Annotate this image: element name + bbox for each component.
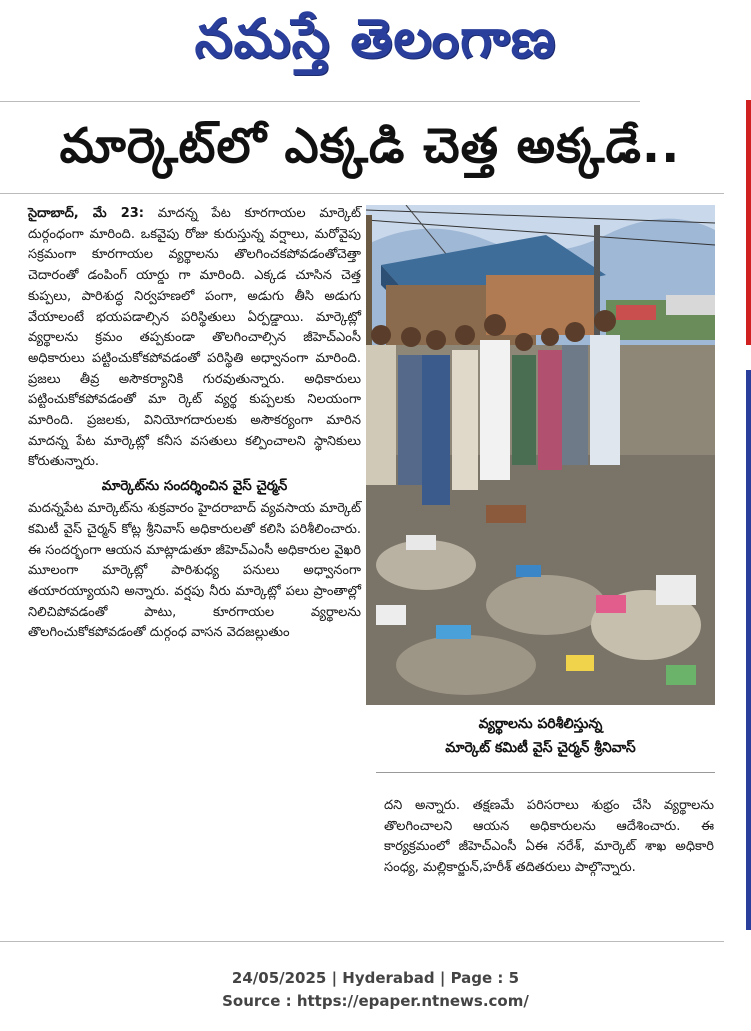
- adjacent-page-edge: [746, 100, 751, 345]
- article-headline: మార్కెట్‌లో ఎక్కడి చెత్త అక్కడే..: [59, 118, 681, 174]
- adjacent-page-edge: [746, 370, 751, 930]
- market-scene-illustration: [366, 205, 715, 705]
- news-photo: [366, 205, 715, 705]
- article-left-column: [28, 204, 361, 644]
- continuation-paragraph: దని అన్నారు. తక్షణమే పరిసరాలు శుభ్రం చేసి వ్యర్థాలను తొలగించాలని ఆయన అధికారులను ఆదేశించారు. ఈ కార్యక్రమంలో జీహెచ్ఎంసీ ఏఈ నరేశ్, మార్కెట్ శాఖ అధికారి సంధ్య, మల్లికార్జున్,హరీశ్ తదితరులు పాల్గొన్నారు.: [384, 798, 714, 876]
- newspaper-title: నమస్తే తెలంగాణ: [194, 6, 557, 70]
- source-link[interactable]: Source : https://epaper.ntnews.com/: [222, 992, 529, 1010]
- page-info: 24/05/2025 | Hyderabad | Page : 5: [231, 969, 520, 987]
- photo-caption: [366, 712, 715, 760]
- masthead: [0, 0, 751, 95]
- lead-text: మాదన్న పేట కూరగాయల మార్కెట్ దుర్గంధంగా మారింది. ఒకవైపు రోజు కురుస్తున్న వర్షాలు, మరోవైపు సక్రమంగా కూరగాయల వ్యర్థాలను తొలగించకపోవడంతోచెత్తా చెదారంతో డంపింగ్ యార్డు గా మారింది. ఎక్కడ చూసిన చెత్త కుప్పలు, పారిశుద్ధ నిర్వహణలో పంగా, అడుగు తీసి అడుగు వేయాలంటే భయపడాల్సిన పరిస్థితులు ఏర్పడ్డాయి. మార్కెట్లో వ్యర్థాలను క్రమం తప్పకుండా తొలగించాల్సిన జీహెచ్ఎంసీ అధికారులు పట్టించుకోకపోవడంతో పరిస్థితి అధ్వానంగా మారింది. ప్రజలు తీవ్ర అసౌకర్యానికి గురవుతున్నారు. అధికారులు పట్టించుకోకపోవడంతో మా ర్కెట్ వ్యర్థ కుప్పలకు నిలయంగా మారింది. ప్రజలకు, వినియోగదారులకు అసౌకర్యంగా మారిన మాదన్న పేట మార్కెట్లో కనీస వసతులు కల్పించాలని స్థానికులు కోరుతున్నారు.: [28, 206, 361, 470]
- article-subhead: మార్కెట్‌ను సందర్శించిన వైస్ చైర్మన్: [101, 478, 288, 495]
- article-right-column: [384, 796, 714, 879]
- divider: [0, 941, 724, 942]
- lead-paragraph: [28, 204, 361, 473]
- divider: [376, 772, 715, 773]
- divider: [0, 193, 724, 194]
- caption-line-2: మార్కెట్ కమిటీ వైస్ చైర్మన్ శ్రీనివాస్: [445, 740, 636, 756]
- body-paragraph: మదన్నపేట మార్కెట్‌ను శుక్రవారం హైదరాబాద్ వ్యవసాయ మార్కెట్ కమిటీ వైస్ చైర్మన్ కోట్ల శ్రీనివాస్ అధికారులతో కలిసి పరిశీలించారు. ఈ సందర్భంగా ఆయన మాట్లాడుతూ జీహెచ్ఎంసీ అధికారుల వైఖరి మూలంగా మార్కెట్లో పారిశుధ్య పనులు అధ్వానంగా తయారయ్యాయని అన్నారు. వర్షపు నీరు మార్కెట్లో పలు ప్రాంతాల్లో నిలిచిపోవడంతో పాటు, కూరగాయల వ్యర్థాలను తొలగించుకోకపోవడంతో దుర్గంధ వాసన వెదజల్లుతుం: [28, 501, 361, 641]
- divider: [0, 101, 640, 102]
- dateline: సైదాబాద్, మే 23:: [28, 206, 144, 221]
- caption-line-1: వ్యర్థాలను పరిశీలిస్తున్న: [478, 716, 603, 732]
